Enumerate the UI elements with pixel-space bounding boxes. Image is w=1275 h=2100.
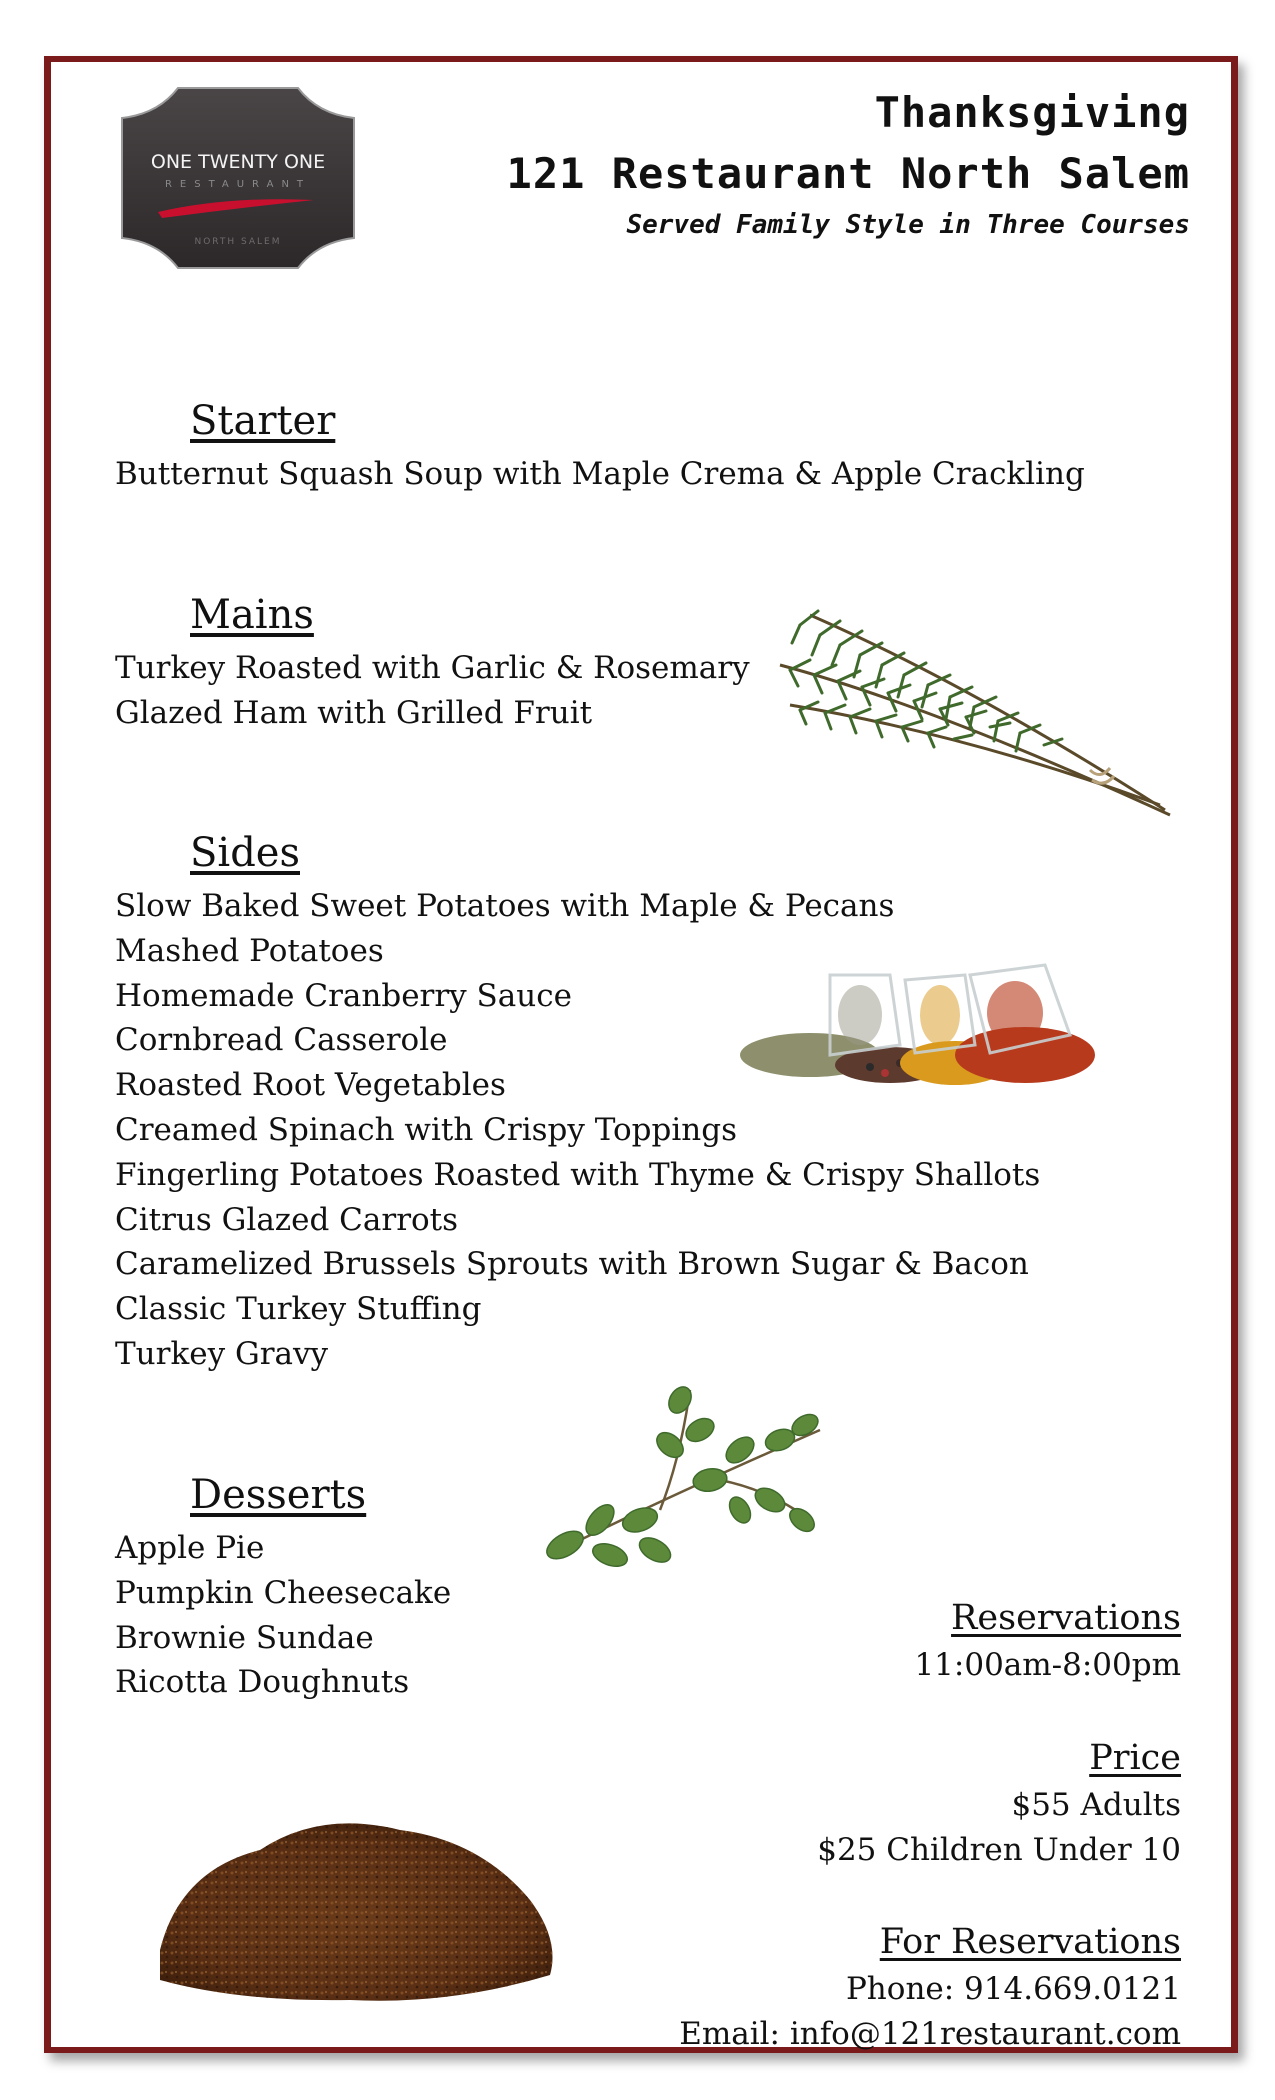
mains-title: Mains xyxy=(190,592,314,638)
contact-title: For Reservations xyxy=(879,1922,1181,1962)
spices-icon xyxy=(740,955,1100,1105)
list-item: Creamed Spinach with Crispy Toppings xyxy=(115,1111,737,1148)
rosemary-icon xyxy=(770,565,1190,845)
list-item: Butternut Squash Soup with Maple Crema & Apple Crackling xyxy=(115,456,1085,492)
list-item: Ricotta Doughnuts xyxy=(115,1664,410,1701)
logo-line1: ONE TWENTY ONE xyxy=(150,151,326,173)
list-item: Homemade Cranberry Sauce xyxy=(115,977,572,1014)
desserts-list xyxy=(115,1526,451,1705)
logo-line2: RESTAURANT xyxy=(164,179,312,190)
desserts-title: Desserts xyxy=(190,1472,367,1518)
contact-phone: Phone: 914.669.0121 xyxy=(845,1971,1181,2007)
list-item: Brownie Sundae xyxy=(115,1619,374,1656)
header-title: Thanksgiving xyxy=(874,88,1190,137)
price-title: Price xyxy=(1089,1738,1181,1778)
list-item: Caramelized Brussels Sprouts with Brown Sugar & Bacon xyxy=(115,1246,1029,1283)
contact-block xyxy=(679,1920,1181,2057)
list-item: Pumpkin Cheesecake xyxy=(115,1574,452,1611)
mains-list xyxy=(115,646,750,736)
starter-list xyxy=(115,452,1085,497)
restaurant-logo xyxy=(118,78,358,274)
list-item: Slow Baked Sweet Potatoes with Maple & Pecans xyxy=(115,888,895,924)
reservations-title: Reservations xyxy=(951,1598,1181,1638)
menu-header xyxy=(507,88,1190,240)
starter-title: Starter xyxy=(190,398,336,444)
list-item: Fingerling Potatoes Roasted with Thyme & Crispy Shallots xyxy=(115,1156,1041,1193)
list-item: Cornbread Casserole xyxy=(115,1022,448,1059)
list-item: Turkey Roasted with Garlic & Rosemary xyxy=(115,650,750,686)
thyme-icon xyxy=(540,1370,840,1590)
list-item: Mashed Potatoes xyxy=(115,932,384,969)
list-item: Classic Turkey Stuffing xyxy=(115,1291,482,1328)
list-item: Roasted Root Vegetables xyxy=(115,1067,506,1104)
reservations-block xyxy=(914,1596,1181,1688)
header-subtitle: 121 Restaurant North Salem xyxy=(506,149,1190,198)
header-tagline: Served Family Style in Three Courses xyxy=(626,210,1190,240)
brown-sugar-icon xyxy=(150,1790,570,2010)
list-item: Citrus Glazed Carrots xyxy=(115,1201,459,1238)
list-item: Turkey Gravy xyxy=(115,1335,329,1372)
price-block xyxy=(817,1736,1181,1873)
price-adults: $55 Adults xyxy=(1011,1787,1181,1823)
price-children: $25 Children Under 10 xyxy=(817,1832,1181,1868)
list-item: Glazed Ham with Grilled Fruit xyxy=(115,694,593,731)
logo-line3: NORTH SALEM xyxy=(194,237,282,247)
reservations-hours: 11:00am-8:00pm xyxy=(914,1647,1181,1683)
contact-email: Email: info@121restaurant.com xyxy=(679,2016,1181,2052)
sides-title: Sides xyxy=(190,830,300,876)
list-item: Apple Pie xyxy=(115,1530,265,1566)
